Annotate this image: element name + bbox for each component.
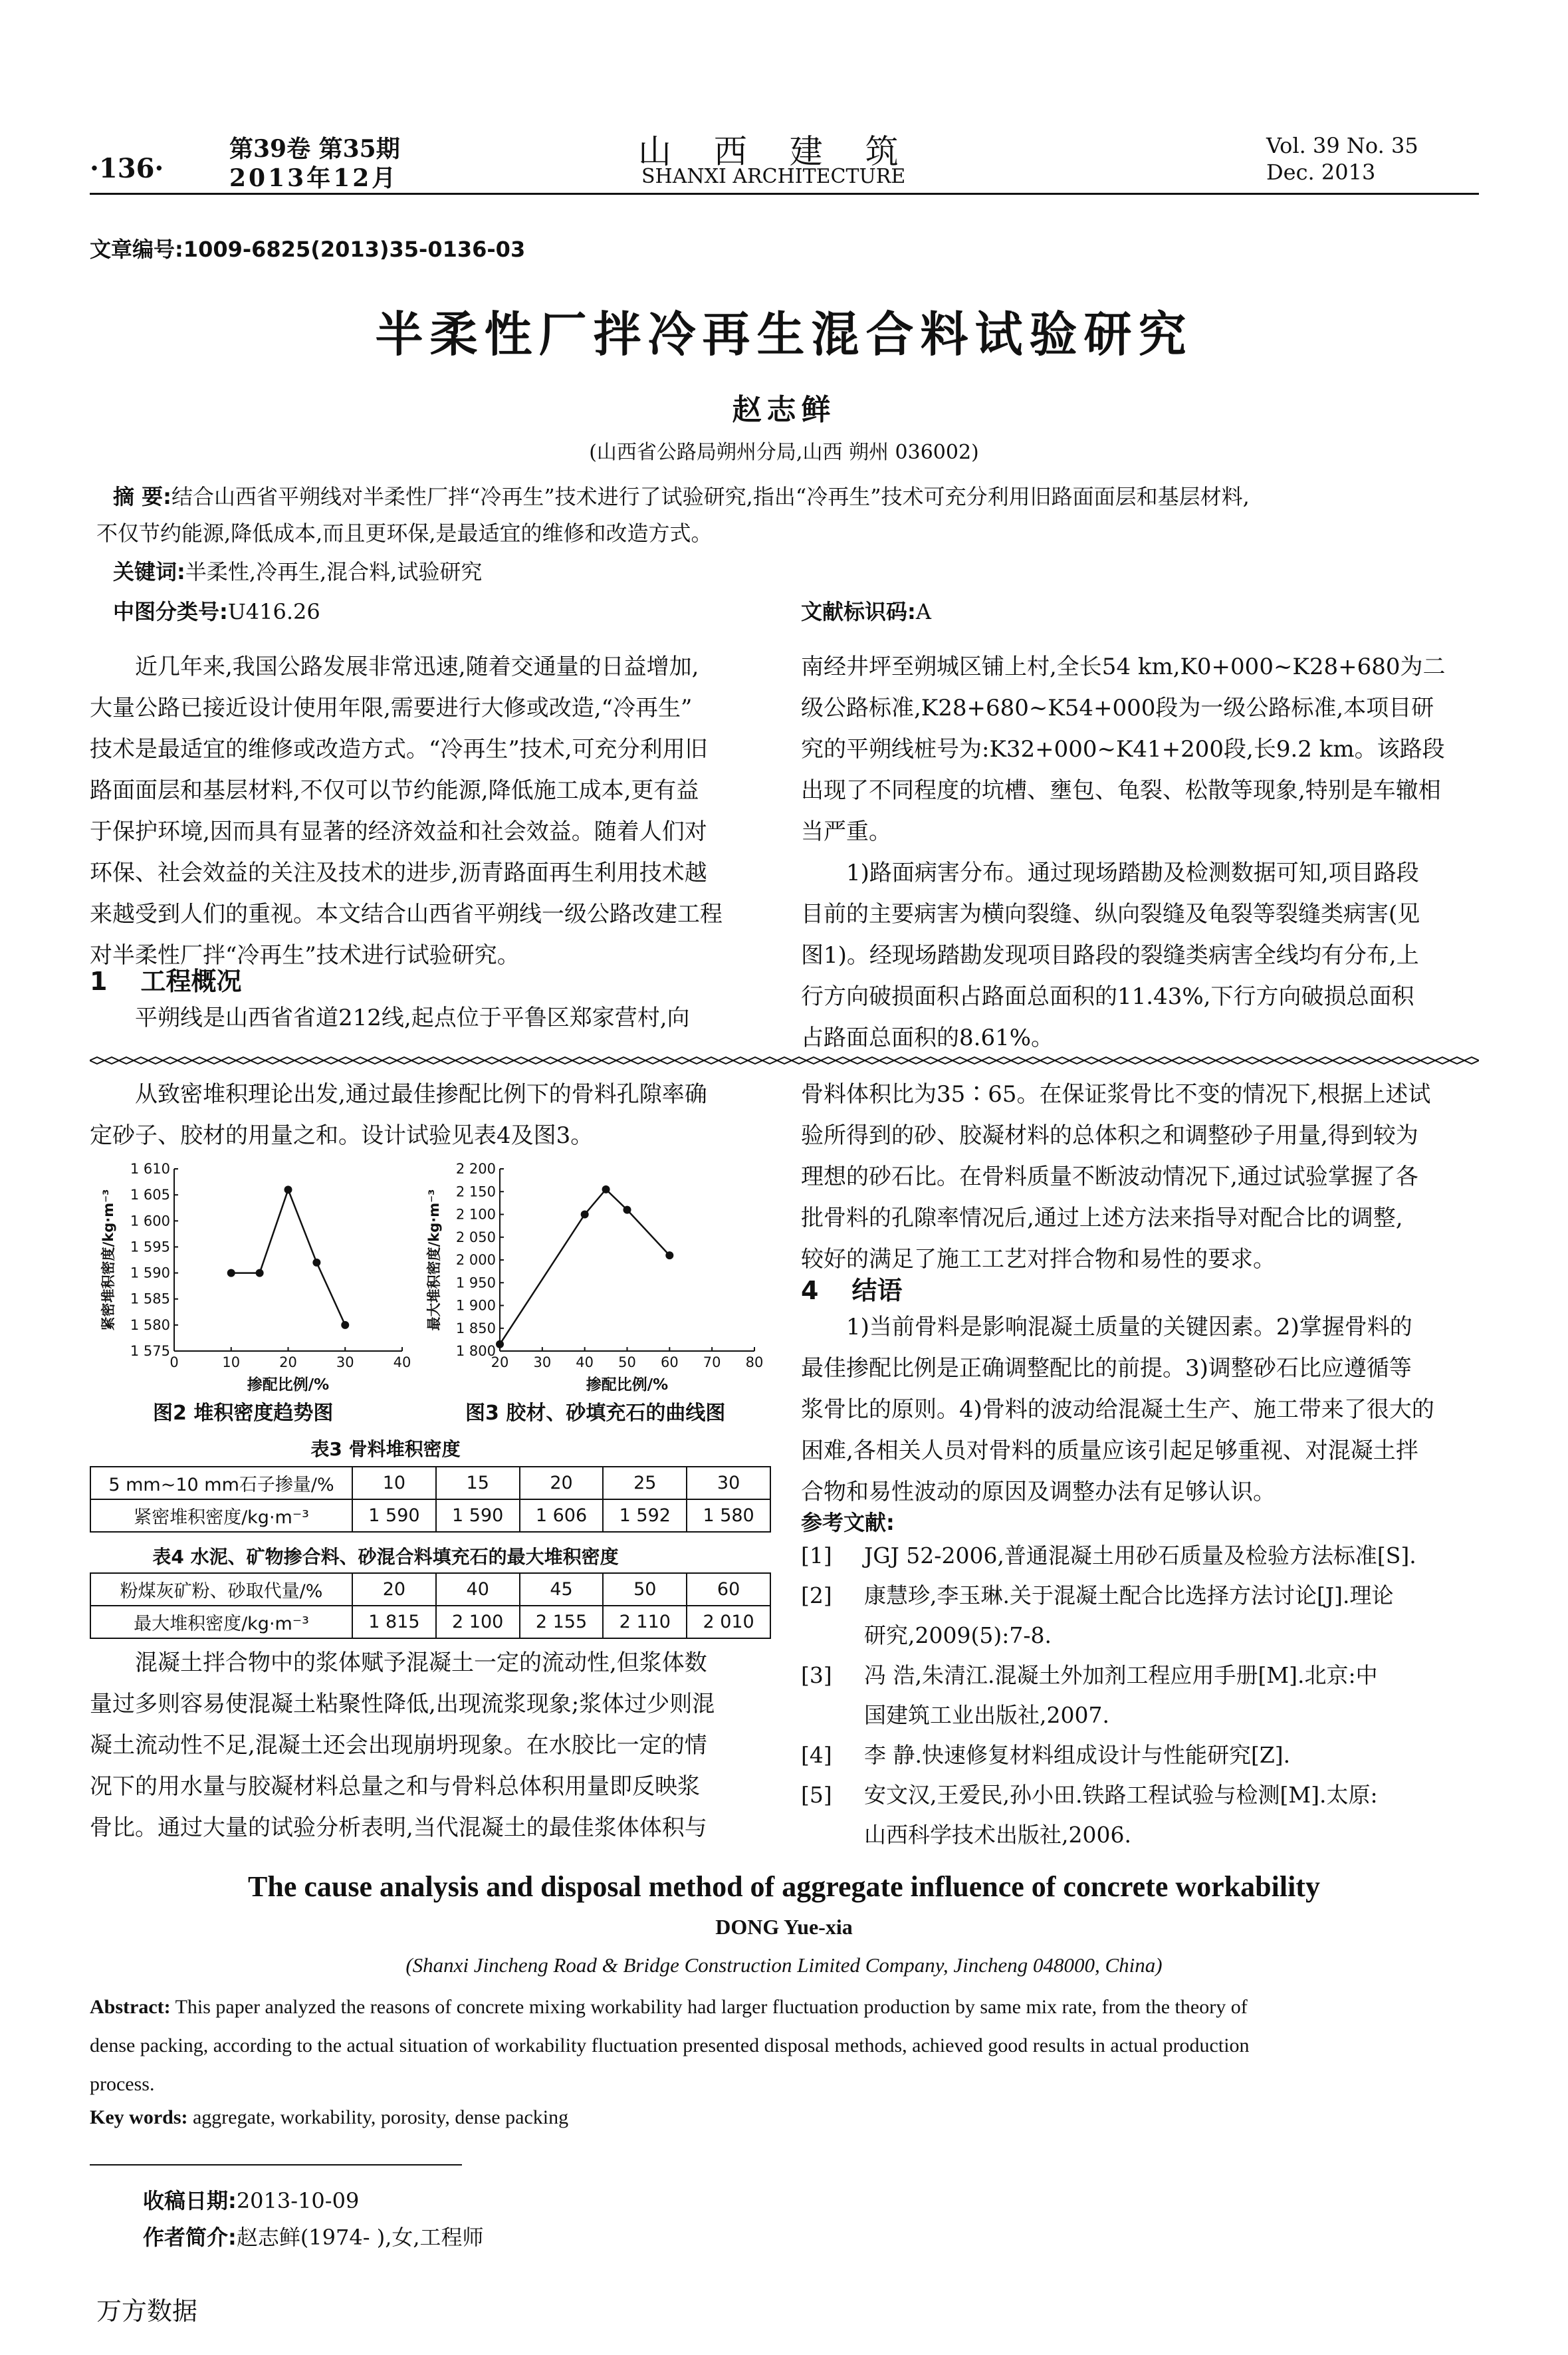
figure-3-chart bbox=[425, 1157, 771, 1396]
bio-label: 作者简介: bbox=[143, 2225, 237, 2250]
col2-top-paragraph bbox=[801, 646, 1482, 1058]
conclusion-line: 浆骨比的原则。4)骨料的波动给混凝土生产、施工带来了很大的 bbox=[801, 1396, 1434, 1423]
english-keywords-label: Key words: bbox=[90, 2106, 188, 2128]
reference-text: 山西科学技术出版社,2006. bbox=[864, 1822, 1131, 1848]
data-point bbox=[312, 1259, 320, 1267]
x-tick-label: 0 bbox=[169, 1354, 179, 1370]
y-tick-label: 1 590 bbox=[130, 1265, 170, 1281]
y-axis-label: 紧密堆积密度/kg·m⁻³ bbox=[100, 1189, 116, 1331]
col2-line: 究的平朔线桩号为:K32+000~K41+200段,长9.2 km。该路段 bbox=[801, 736, 1445, 763]
table-cell: 45 bbox=[520, 1573, 604, 1606]
figure-2-caption: 图2 堆积密度趋势图 bbox=[153, 1402, 334, 1425]
data-point bbox=[623, 1206, 631, 1214]
clc-value: U416.26 bbox=[227, 599, 320, 624]
data-point bbox=[284, 1185, 292, 1193]
conclusion-paragraph bbox=[801, 1306, 1482, 1513]
table-row bbox=[90, 1467, 770, 1499]
reference-4 bbox=[801, 1735, 1482, 1775]
data-point bbox=[227, 1269, 235, 1277]
figure-2-chart bbox=[100, 1157, 419, 1396]
x-tick-label: 30 bbox=[533, 1354, 552, 1370]
table-cell: 1 592 bbox=[603, 1499, 687, 1532]
x-tick-label: 80 bbox=[745, 1354, 764, 1370]
reference-text: 研究,2009(5):7-8. bbox=[864, 1622, 1052, 1648]
table-cell: 25 bbox=[603, 1467, 687, 1499]
col2-line: 1)路面病害分布。通过现场踏勘及检测数据可知,项目路段 bbox=[846, 860, 1419, 886]
y-tick-label: 1 850 bbox=[455, 1320, 496, 1336]
table-cell: 40 bbox=[436, 1573, 520, 1606]
reference-text: 李 静.快速修复材料组成设计与性能研究[Z]. bbox=[864, 1742, 1291, 1768]
table-cell: 2 010 bbox=[687, 1606, 770, 1638]
reference-text: 国建筑工业出版社,2007. bbox=[864, 1702, 1109, 1728]
table-cell: 50 bbox=[603, 1573, 687, 1606]
reference-1 bbox=[801, 1536, 1482, 1576]
x-tick-label: 50 bbox=[618, 1354, 636, 1370]
col1-bottom-line: 从致密堆积理论出发,通过最佳掺配比例下的骨料孔隙率确 bbox=[135, 1081, 707, 1108]
y-tick-label: 1 575 bbox=[130, 1343, 170, 1359]
keywords-label: 关键词: bbox=[113, 559, 185, 584]
table-cell: 1 590 bbox=[352, 1499, 436, 1532]
y-tick-label: 1 600 bbox=[130, 1213, 170, 1229]
col1-bottom-paragraph bbox=[90, 1642, 771, 1848]
col2-line: 级公路标准,K28+680~K54+000段为一级公路标准,本项目研 bbox=[801, 695, 1434, 721]
col2-bottom-line: 理想的砂石比。在骨料质量不断波动情况下,通过试验掌握了各 bbox=[801, 1164, 1418, 1190]
abstract-label: 摘 要: bbox=[113, 484, 171, 509]
english-abstract-line: dense packing, according to the actual situation of workability fluctuation presented disposal methods, achieved good results in actual production bbox=[90, 2035, 1250, 2056]
col1-bottom-line: 况下的用水量与胶凝材料总量之和与骨料总体积用量即反映浆 bbox=[90, 1773, 700, 1800]
abstract-line-2: 不仅节约能源,降低成本,而且更环保,是最适宜的维修和改造方式。 bbox=[96, 521, 713, 546]
table-cell: 30 bbox=[687, 1467, 770, 1499]
table-cell: 15 bbox=[436, 1467, 520, 1499]
col1-bottom-line: 骨比。通过大量的试验分析表明,当代混凝土的最佳浆体体积与 bbox=[90, 1814, 707, 1841]
conclusion-line: 1)当前骨料是影响混凝土质量的关键因素。2)掌握骨料的 bbox=[846, 1314, 1412, 1340]
table-cell: 2 110 bbox=[603, 1606, 687, 1638]
table-row bbox=[90, 1499, 770, 1532]
article-separator bbox=[90, 1056, 1479, 1065]
table-cell: 60 bbox=[687, 1573, 770, 1606]
bio-value: 赵志鲜(1974- ),女,工程师 bbox=[236, 2225, 484, 2250]
intro-line: 环保、社会效益的关注及技术的进步,沥青路面再生利用技术越 bbox=[90, 860, 707, 886]
x-tick-label: 10 bbox=[222, 1354, 241, 1370]
reference-5 bbox=[801, 1775, 1482, 1855]
col2-line: 当严重。 bbox=[801, 818, 891, 845]
y-tick-label: 2 200 bbox=[455, 1161, 496, 1177]
x-axis-label: 掺配比例/% bbox=[247, 1376, 330, 1394]
english-keywords bbox=[90, 2106, 568, 2129]
x-tick-label: 20 bbox=[491, 1354, 509, 1370]
data-point bbox=[581, 1211, 589, 1219]
reference-2 bbox=[801, 1576, 1482, 1656]
article-number: 文章编号:1009-6825(2013)35-0136-03 bbox=[90, 237, 526, 262]
col2-bottom-line: 较好的满足了施工工艺对拌合物和易性的要求。 bbox=[801, 1246, 1276, 1273]
watermark: 万方数据 bbox=[96, 2296, 198, 2326]
table-cell: 20 bbox=[520, 1467, 604, 1499]
doc-code-value: A bbox=[915, 599, 931, 624]
col1-bottom-line: 量过多则容易使混凝土粘聚性降低,出现流浆现象;浆体过少则混 bbox=[90, 1691, 715, 1717]
y-tick-label: 2 150 bbox=[455, 1183, 496, 1200]
data-point bbox=[496, 1340, 504, 1348]
author-bio bbox=[143, 2221, 484, 2251]
x-tick-label: 30 bbox=[336, 1354, 354, 1370]
section-4-title: 结语 bbox=[851, 1276, 903, 1305]
keywords bbox=[113, 555, 482, 586]
col1-bottom-line: 凝土流动性不足,混凝土还会出现崩坍现象。在水胶比一定的情 bbox=[90, 1732, 707, 1759]
reference-text: JGJ 52-2006,普通混凝土用砂石质量及检验方法标准[S]. bbox=[864, 1543, 1416, 1568]
reference-text: 安文汉,王爱民,孙小田.铁路工程试验与检测[M].太原: bbox=[864, 1782, 1378, 1808]
figure-3-caption: 图3 胶材、砂填充石的曲线图 bbox=[465, 1402, 726, 1425]
intro-paragraph bbox=[90, 646, 771, 976]
table-row bbox=[90, 1573, 770, 1606]
col2-line: 南经井坪至朔城区铺上村,全长54 km,K0+000~K28+680为二 bbox=[801, 654, 1446, 680]
english-affiliation: (Shanxi Jincheng Road & Bridge Construction Limited Company, Jincheng 048000, China) bbox=[405, 1953, 1163, 1977]
data-point bbox=[665, 1251, 673, 1259]
journal-cn: 山 西 建 筑 bbox=[638, 132, 915, 171]
intro-line: 技术是最适宜的维修或改造方式。“冷再生”技术,可充分利用旧 bbox=[90, 736, 708, 763]
table-cell: 5 mm~10 mm石子掺量/% bbox=[90, 1467, 352, 1499]
author: 赵志鲜 bbox=[732, 393, 836, 427]
english-keywords-value: aggregate, workability, porosity, dense packing bbox=[187, 2106, 569, 2128]
y-tick-label: 1 585 bbox=[130, 1291, 170, 1307]
y-tick-label: 1 580 bbox=[130, 1316, 170, 1333]
received-label: 收稿日期: bbox=[143, 2188, 237, 2213]
col2-bottom-line: 批骨料的孔隙率情况后,通过上述方法来指导对配合比的调整, bbox=[801, 1205, 1403, 1231]
y-tick-label: 1 610 bbox=[130, 1161, 170, 1177]
col2-line: 行方向破损面积占路面总面积的11.43%,下行方向破损总面积 bbox=[801, 983, 1414, 1010]
section-1-number: 1 bbox=[90, 967, 108, 996]
table-cell: 10 bbox=[352, 1467, 436, 1499]
y-axis-label: 最大堆积密度/kg·m⁻³ bbox=[426, 1189, 442, 1331]
table-4-caption: 表4 水泥、矿物掺合料、砂混合料填充石的最大堆积密度 bbox=[152, 1546, 619, 1568]
table-cell: 20 bbox=[352, 1573, 436, 1606]
x-tick-label: 40 bbox=[576, 1354, 594, 1370]
abstract bbox=[96, 479, 1482, 552]
table-3 bbox=[90, 1466, 771, 1533]
keywords-value: 半柔性,冷再生,混合料,试验研究 bbox=[185, 559, 483, 584]
col2-bottom-paragraph bbox=[801, 1074, 1482, 1280]
english-abstract-line: process. bbox=[90, 2073, 155, 2095]
col2-line: 目前的主要病害为横向裂缝、纵向裂缝及龟裂等裂缝类病害(见 bbox=[801, 901, 1420, 928]
page-number: ·136· bbox=[90, 153, 164, 184]
series-line bbox=[231, 1189, 346, 1325]
x-axis-label: 掺配比例/% bbox=[586, 1376, 669, 1394]
english-abstract-label: Abstract: bbox=[90, 1996, 171, 2018]
table-cell: 紧密堆积密度/kg·m⁻³ bbox=[90, 1499, 352, 1532]
intro-line: 对半柔性厂拌“冷再生”技术进行试验研究。 bbox=[90, 942, 520, 969]
section-4-number: 4 bbox=[801, 1276, 819, 1305]
section-1-paragraph bbox=[90, 997, 771, 1039]
issue-cn-line1: 第39卷 第35期 bbox=[229, 135, 400, 163]
references-title: 参考文献: bbox=[801, 1510, 895, 1535]
table-cell: 2 155 bbox=[520, 1606, 604, 1638]
reference-text: 冯 浩,朱清江.混凝土外加剂工程应用手册[M].北京:中 bbox=[864, 1662, 1378, 1688]
reference-number: [4] bbox=[801, 1742, 832, 1768]
table-cell: 2 100 bbox=[436, 1606, 520, 1638]
y-tick-label: 2 000 bbox=[455, 1252, 496, 1268]
table-cell: 1 590 bbox=[436, 1499, 520, 1532]
table-cell: 粉煤灰矿粉、砂取代量/% bbox=[90, 1573, 352, 1606]
col1-bottom-line: 定砂子、胶材的用量之和。设计试验见表4及图3。 bbox=[90, 1122, 594, 1149]
journal-en: SHANXI ARCHITECTURE bbox=[641, 165, 906, 188]
vol-en: Vol. 39 No. 35 bbox=[1266, 133, 1418, 158]
table-row bbox=[90, 1606, 770, 1638]
doc-code bbox=[801, 595, 931, 626]
intro-line: 路面面层和基层材料,不仅可以节约能源,降低施工成本,更有益 bbox=[90, 777, 699, 804]
section-1-line: 平朔线是山西省省道212线,起点位于平鲁区郑家营村,向 bbox=[135, 1005, 690, 1031]
reference-text: 康慧珍,李玉琳.关于混凝土配合比选择方法讨论[J].理论 bbox=[864, 1582, 1394, 1608]
reference-number: [2] bbox=[801, 1582, 832, 1608]
x-tick-label: 60 bbox=[660, 1354, 679, 1370]
x-tick-label: 40 bbox=[393, 1354, 411, 1370]
table-cell: 1 580 bbox=[687, 1499, 770, 1532]
english-abstract bbox=[90, 1988, 1479, 2104]
table-3-caption: 表3 骨料堆积密度 bbox=[310, 1438, 461, 1460]
english-author: DONG Yue-xia bbox=[715, 1915, 853, 1939]
x-tick-label: 70 bbox=[703, 1354, 721, 1370]
reference-3 bbox=[801, 1656, 1482, 1735]
received-value: 2013-10-09 bbox=[236, 2188, 360, 2213]
data-point bbox=[602, 1185, 610, 1193]
intro-line: 大量公路已接近设计使用年限,需要进行大修或改造,“冷再生” bbox=[90, 695, 693, 721]
issue-cn-line2: 2013年12月 bbox=[229, 164, 399, 192]
intro-line: 于保护环境,因而具有显著的经济效益和社会效益。随着人们对 bbox=[90, 818, 707, 845]
doc-code-label: 文献标识码: bbox=[801, 599, 916, 624]
section-4-heading bbox=[801, 1270, 902, 1306]
y-tick-label: 2 050 bbox=[455, 1229, 496, 1245]
col1-bottom-line: 混凝土拌合物中的浆体赋予混凝土一定的流动性,但浆体数 bbox=[135, 1650, 707, 1676]
reference-number: [3] bbox=[801, 1662, 832, 1688]
english-abstract-line: This paper analyzed the reasons of concrete mixing workability had larger fluctuation production by same mix rate, from the theory of bbox=[170, 1996, 1248, 2018]
intro-line: 近几年来,我国公路发展非常迅速,随着交通量的日益增加, bbox=[135, 654, 699, 680]
y-tick-label: 2 100 bbox=[455, 1206, 496, 1223]
abstract-line-1: 结合山西省平朔线对半柔性厂拌“冷再生”技术进行了试验研究,指出“冷再生”技术可充分利用旧路面面层和基层材料, bbox=[171, 484, 1250, 509]
received-date bbox=[143, 2184, 359, 2215]
table-4 bbox=[90, 1572, 771, 1639]
english-title: The cause analysis and disposal method of aggregate influence of concrete workability bbox=[248, 1870, 1320, 1903]
y-tick-label: 1 595 bbox=[130, 1239, 170, 1255]
y-tick-label: 1 605 bbox=[130, 1187, 170, 1203]
conclusion-line: 最佳掺配比例是正确调整配比的前提。3)调整砂石比应遵循等 bbox=[801, 1355, 1412, 1382]
col2-bottom-line: 验所得到的砂、胶凝材料的总体积之和调整砂子用量,得到较为 bbox=[801, 1122, 1418, 1149]
data-point bbox=[341, 1321, 349, 1329]
reference-number: [1] bbox=[801, 1543, 832, 1568]
section-1-heading bbox=[90, 961, 241, 997]
table-cell: 1 815 bbox=[352, 1606, 436, 1638]
y-tick-label: 1 900 bbox=[455, 1297, 496, 1314]
col1-bottom-intro bbox=[90, 1074, 771, 1156]
clc-label: 中图分类号: bbox=[113, 599, 228, 624]
conclusion-line: 困难,各相关人员对骨料的质量应该引起足够重视、对混凝土拌 bbox=[801, 1437, 1418, 1464]
affiliation: (山西省公路局朔州分局,山西 朔州 036002) bbox=[589, 441, 979, 464]
col2-line: 图1)。经现场踏勘发现项目路段的裂缝类病害全线均有分布,上 bbox=[801, 942, 1419, 969]
conclusion-line: 合物和易性波动的原因及调整办法有足够认识。 bbox=[801, 1479, 1276, 1505]
data-point bbox=[256, 1269, 264, 1277]
y-tick-label: 1 950 bbox=[455, 1275, 496, 1291]
y-tick-label: 1 800 bbox=[455, 1343, 496, 1359]
clc bbox=[113, 595, 320, 626]
header-rule bbox=[90, 193, 1479, 195]
table-cell: 1 606 bbox=[520, 1499, 604, 1532]
table-cell: 最大堆积密度/kg·m⁻³ bbox=[90, 1606, 352, 1638]
x-tick-label: 20 bbox=[279, 1354, 297, 1370]
article-title: 半柔性厂拌冷再生混合料试验研究 bbox=[375, 306, 1193, 362]
intro-line: 来越受到人们的重视。本文结合山西省平朔线一级公路改建工程 bbox=[90, 901, 723, 928]
col2-bottom-line: 骨料体积比为35∶65。在保证浆骨比不变的情况下,根据上述试 bbox=[801, 1081, 1431, 1108]
section-1-title: 工程概况 bbox=[140, 967, 242, 996]
col2-line: 占路面总面积的8.61%。 bbox=[801, 1025, 1054, 1051]
footnote-rule bbox=[90, 2164, 462, 2166]
reference-number: [5] bbox=[801, 1782, 832, 1808]
col2-line: 出现了不同程度的坑槽、壅包、龟裂、松散等现象,特别是车辙相 bbox=[801, 777, 1441, 804]
date-en: Dec. 2013 bbox=[1266, 160, 1376, 185]
